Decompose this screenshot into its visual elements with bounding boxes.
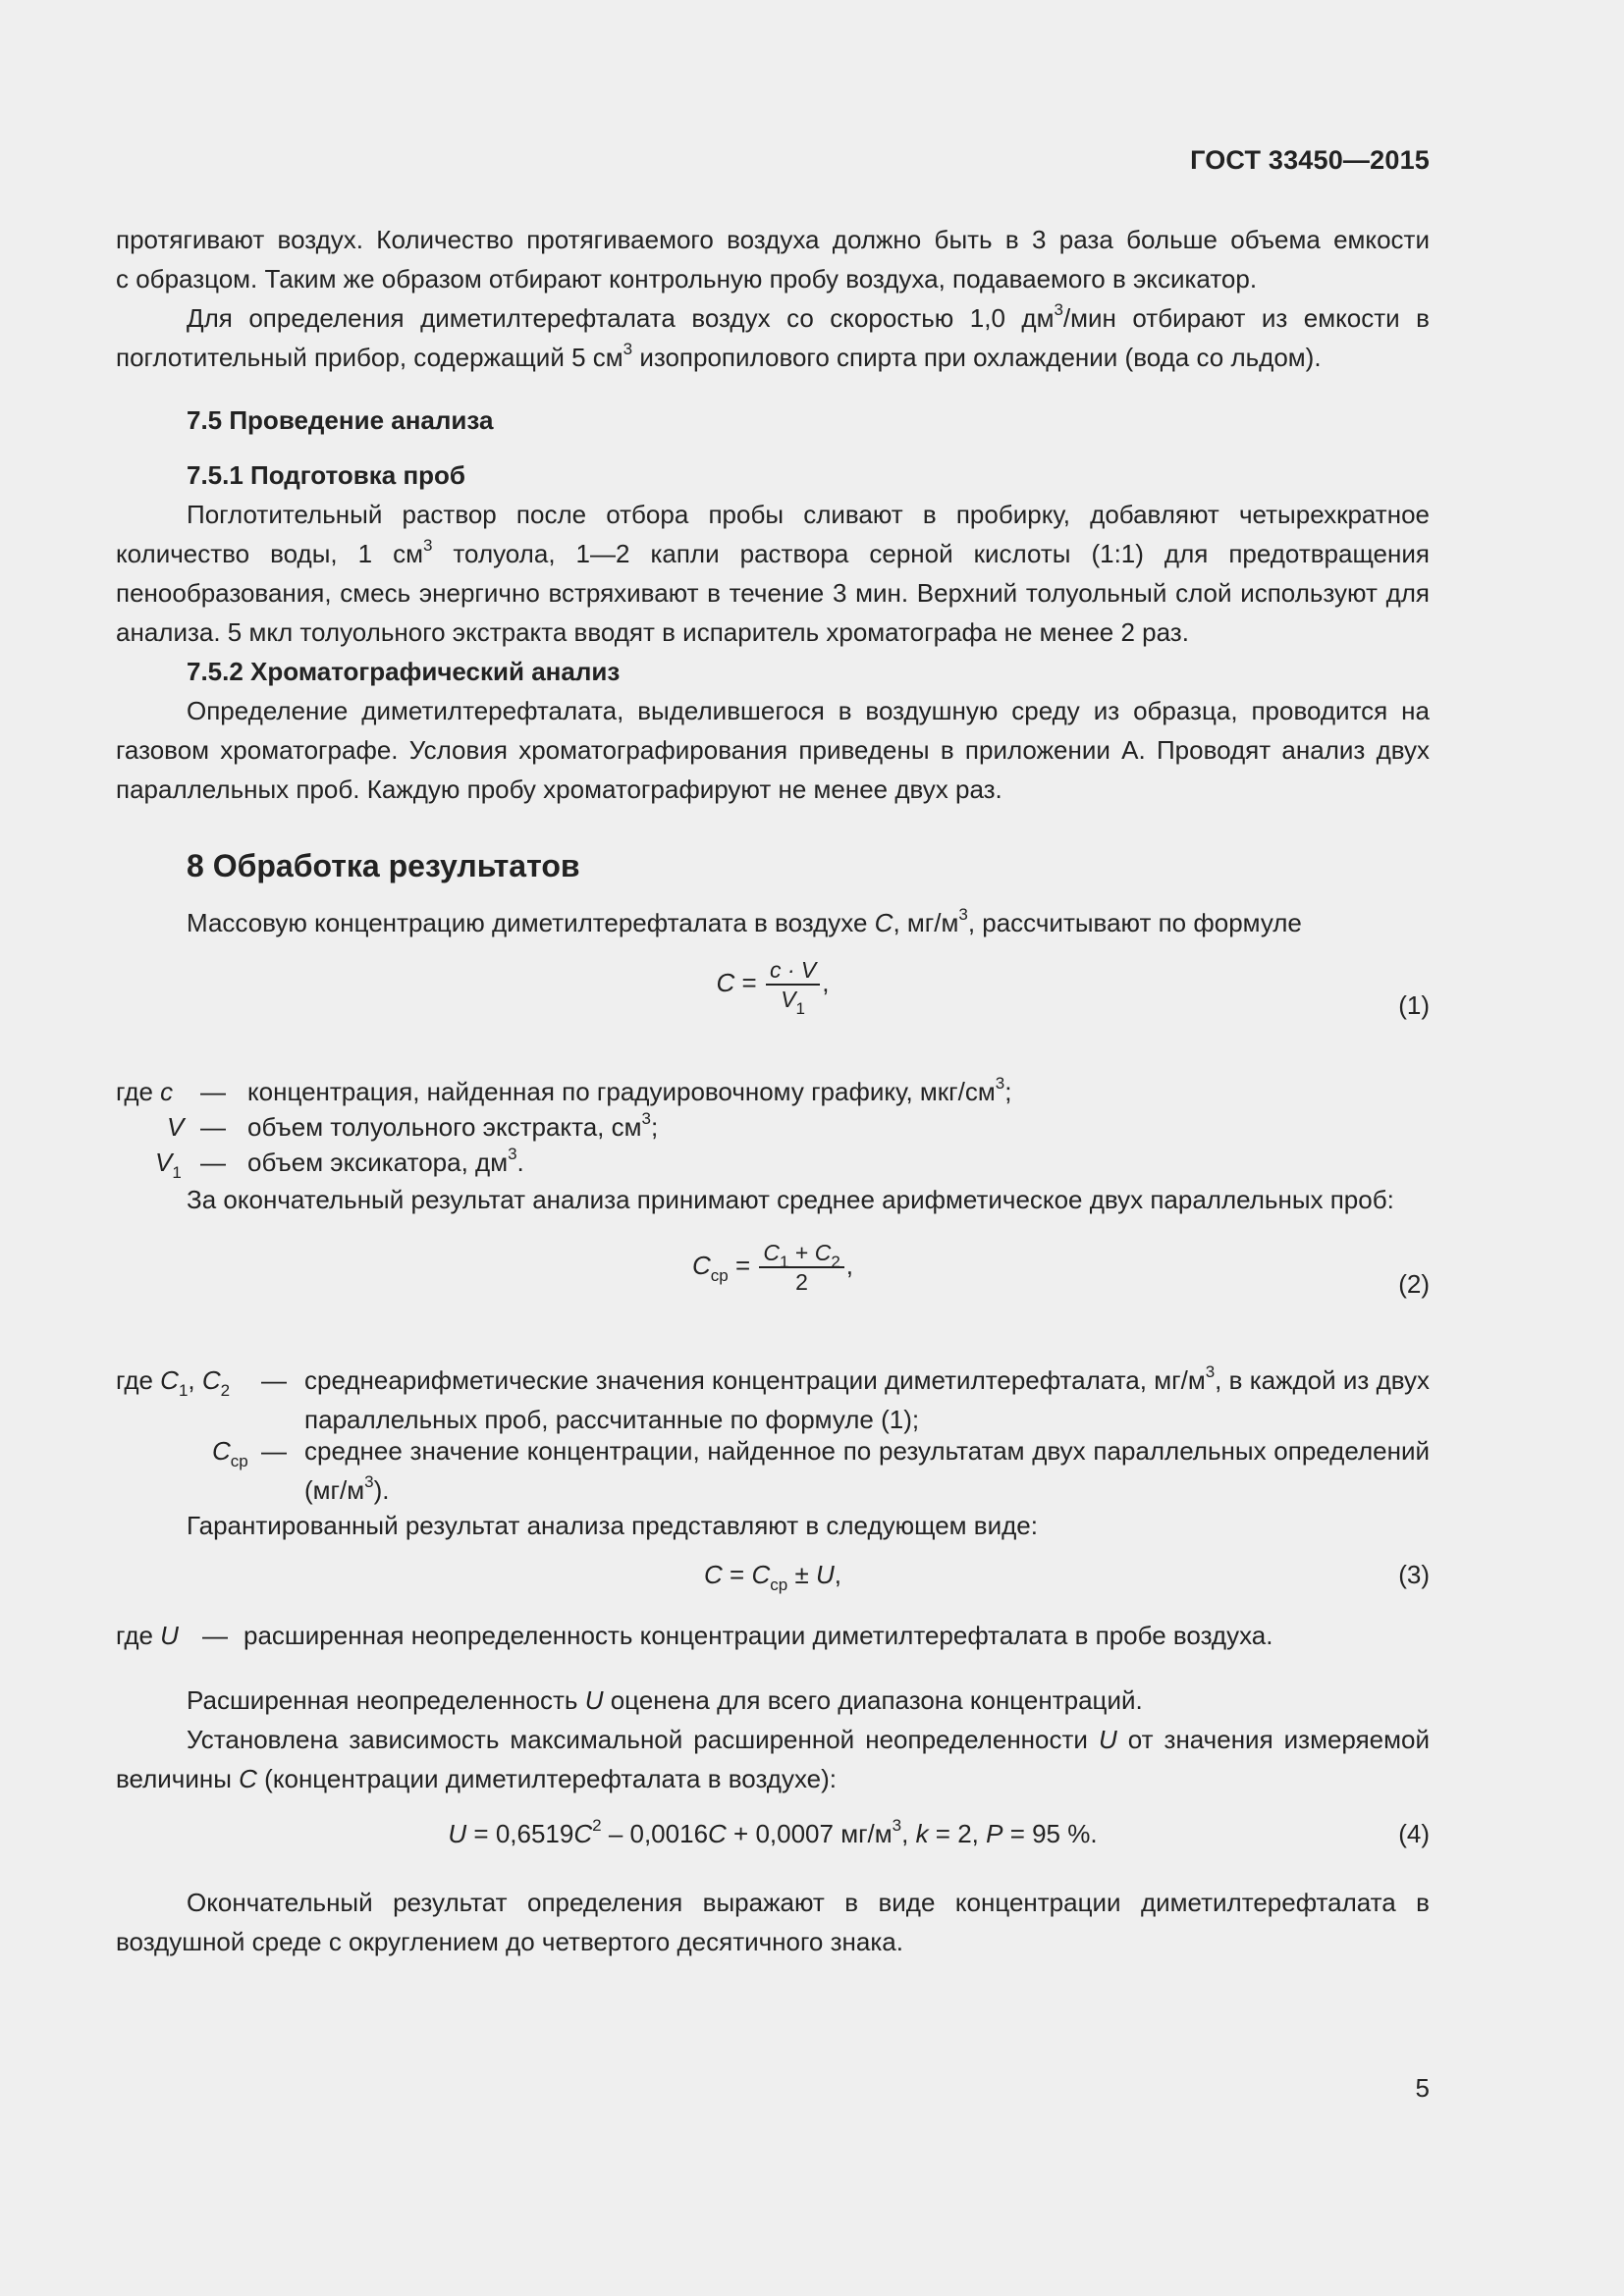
formula-4-number: (4) — [1398, 1819, 1430, 1848]
paragraph-mass-concentration: Массовую концентрацию диметилтерефталата в воздухе С, $мг/м^3$, рассчитывают по формуле — [187, 905, 1302, 937]
formula-1-number: (1) — [1398, 990, 1430, 1020]
definition-c-avg: $C_{ср}$ — среднее значение концентрации, найденное по результатам двух параллельных определений $(мг/м^3)$. — [212, 1436, 1430, 1505]
formula-1: C = $\frac{c \cdot V}{V_1}$ , (1) — [116, 950, 1430, 1056]
formula-3: $C = C_{ср} \pm U$, (3) — [116, 1551, 1430, 1612]
page-number: 5 — [1415, 2073, 1430, 2103]
document-code: ГОСТ 33450—2015 — [1190, 145, 1430, 175]
page-content — [116, 220, 1430, 1961]
definition-c1-c2: где $C_1$, $C_2$ — среднеарифметические значения концентрации диметилтерефталата, $мг/м^3$, в каждой из двух параллельных проб, рассчитанные по формуле (1); — [116, 1362, 1430, 1434]
paragraph-chromatography: Определение диметилтерефталата, выделившегося в воздушную среду из образца, проводится на газовом хроматографе. Условия хроматографирования приведены в приложении А. Проводят анализ двух параллельных проб. Каждую пробу хроматографируют не менее двух раз. — [116, 696, 1430, 804]
definition-v1: $V_1$ — объем эксикатора, $дм^3$. — [155, 1145, 524, 1182]
formula-2-fraction: $\frac{C_1 + C_2}{2}$ — [759, 1239, 843, 1296]
paragraph-sampling-dmt: Для определения диметилтерефталата воздух со скоростью 1,0 $дм^3$/мин отбирают из емкости в поглотительный прибор, содержащий 5 $см^3$ изопропилового спирта при охлаждении (вода со льдом). — [116, 300, 1430, 372]
paragraph-final-result: За окончательный результат анализа принимают среднее арифметическое двух параллельных проб: — [187, 1185, 1394, 1214]
formula-2: $C_{ср}$ = $\frac{C_1 + C_2}{2}$ , (2) — [116, 1235, 1430, 1345]
section-7-5-1-heading: 7.5.1 Подготовка проб — [187, 460, 465, 490]
formula-3-number: (3) — [1398, 1560, 1430, 1589]
paragraph-guaranteed-result: Гарантированный результат анализа представляют в следующем виде: — [187, 1511, 1038, 1540]
section-8-heading: 8 Обработка результатов — [187, 848, 580, 883]
definition-v: V — объем толуольного экстракта, $см^3$; — [167, 1109, 659, 1142]
paragraph-continued-line1: протягивают воздух. Количество протягиваемого воздуха должно быть в 3 раза больше объема емкости — [116, 225, 1430, 254]
paragraph-continued-line2: с образцом. Таким же образом отбирают контрольную пробу воздуха, подаваемого в эксикатор. — [116, 264, 1258, 294]
formula-4: $U = 0,6519C^2 - 0,0016C + 0,0007$ $мг/м^3$, k = 2, P = 95 %. (4) — [116, 1810, 1430, 1875]
formula-1-lhs: C — [716, 967, 735, 997]
definition-c: где c — концентрация, найденная по градуировочному графику, мкг/$см^3$; — [116, 1074, 1012, 1106]
formula-2-number: (2) — [1398, 1269, 1430, 1299]
paragraph-final-expression: Окончательный результат определения выражают в виде концентрации диметилтерефталата в воздушной среде с округлением до четвертого десятичного знака. — [116, 1888, 1430, 1956]
paragraph-uncertainty-range: Расширенная неопределенность U оценена для всего диапазона концентраций. — [187, 1685, 1143, 1715]
paragraph-uncertainty-dependence: Установлена зависимость максимальной расширенной неопределенности U от значения измеряемой величины С (концентрации диметилтерефталата в воздухе): — [116, 1725, 1430, 1793]
definition-u: где U — расширенная неопределенность концентрации диметилтерефталата в пробе воздуха. — [116, 1621, 1273, 1650]
formula-1-fraction: $\frac{c \cdot V}{V_1}$ — [766, 956, 820, 1013]
section-7-5-2-heading: 7.5.2 Хроматографический анализ — [187, 657, 621, 686]
section-7-5-heading: 7.5 Проведение анализа — [187, 405, 494, 435]
paragraph-sample-prep: Поглотительный раствор после отбора пробы сливают в пробирку, добавляют четырехкратное количество воды, 1 $см^3$ толуола, 1—2 капли раствора серной кислоты (1:1) для предотвращения пенообразования, смесь энергично встряхивают в течение 3 мин. Верхний толуольный слой используют для анализа. 5 мкл толуольного экстракта вводят в испаритель хроматографа не менее 2 раз. — [116, 500, 1430, 647]
